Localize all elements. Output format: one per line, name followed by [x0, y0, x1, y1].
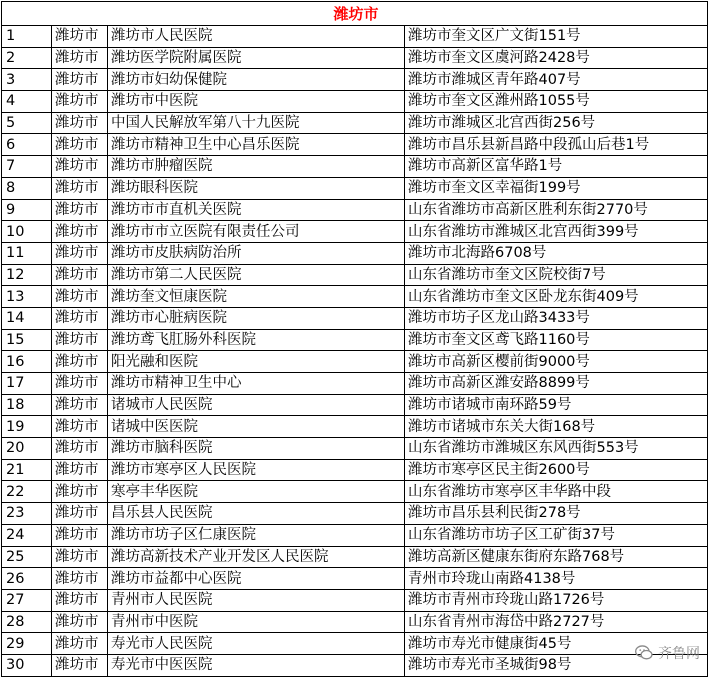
table-row	[2, 329, 708, 351]
row-address: 潍坊市寿光市圣城街98号	[405, 654, 708, 676]
row-city: 潍坊市	[52, 611, 108, 633]
row-city: 潍坊市	[52, 91, 108, 113]
row-city: 潍坊市	[52, 156, 108, 178]
row-address: 潍坊市昌乐县利民街278号	[405, 503, 708, 525]
row-number: 7	[2, 156, 52, 178]
row-number: 14	[2, 307, 52, 329]
row-city: 潍坊市	[52, 481, 108, 503]
row-city: 潍坊市	[52, 589, 108, 611]
row-address: 潍坊市高新区富华路1号	[405, 156, 708, 178]
row-address: 潍坊市奎文区虞河路2428号	[405, 47, 708, 69]
table-row	[2, 242, 708, 264]
row-city: 潍坊市	[52, 177, 108, 199]
row-number: 4	[2, 91, 52, 113]
row-city: 潍坊市	[52, 524, 108, 546]
row-address: 潍坊市高新区潍安路8899号	[405, 373, 708, 395]
table-row	[2, 26, 708, 48]
row-address: 山东省潍坊市潍城区北宫西街399号	[405, 221, 708, 243]
row-address: 潍坊高新区健康东街府东路768号	[405, 546, 708, 568]
row-number: 30	[2, 654, 52, 676]
row-hospital-name: 潍坊市人民医院	[108, 26, 405, 48]
row-city: 潍坊市	[52, 112, 108, 134]
row-city: 潍坊市	[52, 242, 108, 264]
row-hospital-name: 潍坊市脑科医院	[108, 438, 405, 460]
row-address: 潍坊市诸城市东关大街168号	[405, 416, 708, 438]
row-hospital-name: 潍坊市精神卫生中心昌乐医院	[108, 134, 405, 156]
row-city: 潍坊市	[52, 503, 108, 525]
row-city: 潍坊市	[52, 307, 108, 329]
table-row	[2, 589, 708, 611]
row-address: 潍坊市北海路6708号	[405, 242, 708, 264]
table-row	[2, 416, 708, 438]
row-city: 潍坊市	[52, 286, 108, 308]
row-number: 5	[2, 112, 52, 134]
row-city: 潍坊市	[52, 134, 108, 156]
row-address: 山东省潍坊市高新区胜利东街2770号	[405, 199, 708, 221]
table-title-row	[2, 2, 708, 26]
table-title: 潍坊市	[2, 2, 708, 26]
table-row	[2, 611, 708, 633]
row-address: 潍坊市奎文区幸福街199号	[405, 177, 708, 199]
row-city: 潍坊市	[52, 264, 108, 286]
table-row	[2, 503, 708, 525]
row-hospital-name: 阳光融和医院	[108, 351, 405, 373]
row-hospital-name: 潍坊医学院附属医院	[108, 47, 405, 69]
table-row	[2, 286, 708, 308]
row-number: 12	[2, 264, 52, 286]
table-row	[2, 546, 708, 568]
table-row	[2, 221, 708, 243]
row-hospital-name: 寿光市中医医院	[108, 654, 405, 676]
row-address: 潍坊市寒亭区民主街2600号	[405, 459, 708, 481]
table-row	[2, 156, 708, 178]
row-number: 20	[2, 438, 52, 460]
row-address: 潍坊市潍城区北宫西街256号	[405, 112, 708, 134]
row-address: 潍坊市高新区樱前街9000号	[405, 351, 708, 373]
row-number: 17	[2, 373, 52, 395]
table-row	[2, 199, 708, 221]
table-row	[2, 481, 708, 503]
row-hospital-name: 潍坊市肿瘤医院	[108, 156, 405, 178]
watermark	[634, 643, 700, 663]
row-number: 10	[2, 221, 52, 243]
row-number: 2	[2, 47, 52, 69]
row-address: 山东省潍坊市奎文区院校街7号	[405, 264, 708, 286]
row-hospital-name: 潍坊市益都中心医院	[108, 568, 405, 590]
row-hospital-name: 潍坊市市立医院有限责任公司	[108, 221, 405, 243]
table-row	[2, 438, 708, 460]
row-number: 18	[2, 394, 52, 416]
row-hospital-name: 潍坊市心脏病医院	[108, 307, 405, 329]
row-address: 潍坊市奎文区鸢飞路1160号	[405, 329, 708, 351]
row-address: 潍坊市坊子区龙山路3433号	[405, 307, 708, 329]
row-city: 潍坊市	[52, 221, 108, 243]
row-number: 3	[2, 69, 52, 91]
row-city: 潍坊市	[52, 416, 108, 438]
row-city: 潍坊市	[52, 47, 108, 69]
row-hospital-name: 潍坊市市直机关医院	[108, 199, 405, 221]
row-number: 13	[2, 286, 52, 308]
table-row	[2, 351, 708, 373]
row-number: 9	[2, 199, 52, 221]
wechat-icon	[634, 643, 654, 663]
row-address: 潍坊市奎文区潍州路1055号	[405, 91, 708, 113]
row-number: 8	[2, 177, 52, 199]
row-address: 山东省潍坊市坊子区工矿街37号	[405, 524, 708, 546]
row-address: 山东省潍坊市寒亭区丰华路中段	[405, 481, 708, 503]
hospital-table	[1, 1, 708, 677]
row-number: 6	[2, 134, 52, 156]
row-city: 潍坊市	[52, 546, 108, 568]
table-row	[2, 633, 708, 655]
row-hospital-name: 潍坊高新技术产业开发区人民医院	[108, 546, 405, 568]
row-number: 26	[2, 568, 52, 590]
row-city: 潍坊市	[52, 329, 108, 351]
row-number: 28	[2, 611, 52, 633]
table-row	[2, 459, 708, 481]
table-row	[2, 394, 708, 416]
table-row	[2, 524, 708, 546]
row-address: 潍坊市潍城区青年路407号	[405, 69, 708, 91]
row-number: 21	[2, 459, 52, 481]
row-address: 山东省潍坊市奎文区卧龙东街409号	[405, 286, 708, 308]
row-city: 潍坊市	[52, 351, 108, 373]
row-address: 潍坊市昌乐县新昌路中段孤山后巷1号	[405, 134, 708, 156]
table-row	[2, 69, 708, 91]
row-hospital-name: 潍坊市第二人民医院	[108, 264, 405, 286]
row-city: 潍坊市	[52, 438, 108, 460]
row-hospital-name: 昌乐县人民医院	[108, 503, 405, 525]
row-address: 潍坊市寿光市健康街45号	[405, 633, 708, 655]
row-hospital-name: 青州市中医院	[108, 611, 405, 633]
row-hospital-name: 潍坊市中医院	[108, 91, 405, 113]
table-row	[2, 134, 708, 156]
row-hospital-name: 寿光市人民医院	[108, 633, 405, 655]
row-city: 潍坊市	[52, 69, 108, 91]
row-hospital-name: 潍坊市坊子区仁康医院	[108, 524, 405, 546]
table-row	[2, 654, 708, 676]
table-row	[2, 177, 708, 199]
row-hospital-name: 潍坊市妇幼保健院	[108, 69, 405, 91]
row-number: 23	[2, 503, 52, 525]
row-number: 29	[2, 633, 52, 655]
row-city: 潍坊市	[52, 633, 108, 655]
row-address: 山东省潍坊市潍城区东风西街553号	[405, 438, 708, 460]
row-hospital-name: 中国人民解放军第八十九医院	[108, 112, 405, 134]
table-row	[2, 373, 708, 395]
row-address: 潍坊市诸城市南环路59号	[405, 394, 708, 416]
row-city: 潍坊市	[52, 26, 108, 48]
row-hospital-name: 寒亭丰华医院	[108, 481, 405, 503]
table-row	[2, 307, 708, 329]
row-city: 潍坊市	[52, 199, 108, 221]
row-number: 19	[2, 416, 52, 438]
row-number: 24	[2, 524, 52, 546]
row-hospital-name: 诸城中医医院	[108, 416, 405, 438]
row-number: 22	[2, 481, 52, 503]
watermark-text: 齐鲁网	[658, 646, 700, 662]
table-row	[2, 47, 708, 69]
row-hospital-name: 潍坊眼科医院	[108, 177, 405, 199]
row-hospital-name: 潍坊市精神卫生中心	[108, 373, 405, 395]
row-city: 潍坊市	[52, 568, 108, 590]
row-city: 潍坊市	[52, 459, 108, 481]
row-number: 15	[2, 329, 52, 351]
row-address: 潍坊市青州市玲珑山路1726号	[405, 589, 708, 611]
table-row	[2, 112, 708, 134]
row-address: 青州市玲珑山南路4138号	[405, 568, 708, 590]
row-number: 1	[2, 26, 52, 48]
row-hospital-name: 潍坊市寒亭区人民医院	[108, 459, 405, 481]
row-number: 25	[2, 546, 52, 568]
row-number: 16	[2, 351, 52, 373]
row-hospital-name: 诸城市人民医院	[108, 394, 405, 416]
row-number: 11	[2, 242, 52, 264]
row-city: 潍坊市	[52, 373, 108, 395]
row-city: 潍坊市	[52, 654, 108, 676]
row-city: 潍坊市	[52, 394, 108, 416]
table-row	[2, 568, 708, 590]
row-hospital-name: 潍坊市皮肤病防治所	[108, 242, 405, 264]
row-address: 山东省青州市海岱中路2727号	[405, 611, 708, 633]
row-hospital-name: 潍坊奎文恒康医院	[108, 286, 405, 308]
row-address: 潍坊市奎文区广文街151号	[405, 26, 708, 48]
row-hospital-name: 青州市人民医院	[108, 589, 405, 611]
row-number: 27	[2, 589, 52, 611]
table-row	[2, 264, 708, 286]
row-hospital-name: 潍坊鸢飞肛肠外科医院	[108, 329, 405, 351]
table-row	[2, 91, 708, 113]
